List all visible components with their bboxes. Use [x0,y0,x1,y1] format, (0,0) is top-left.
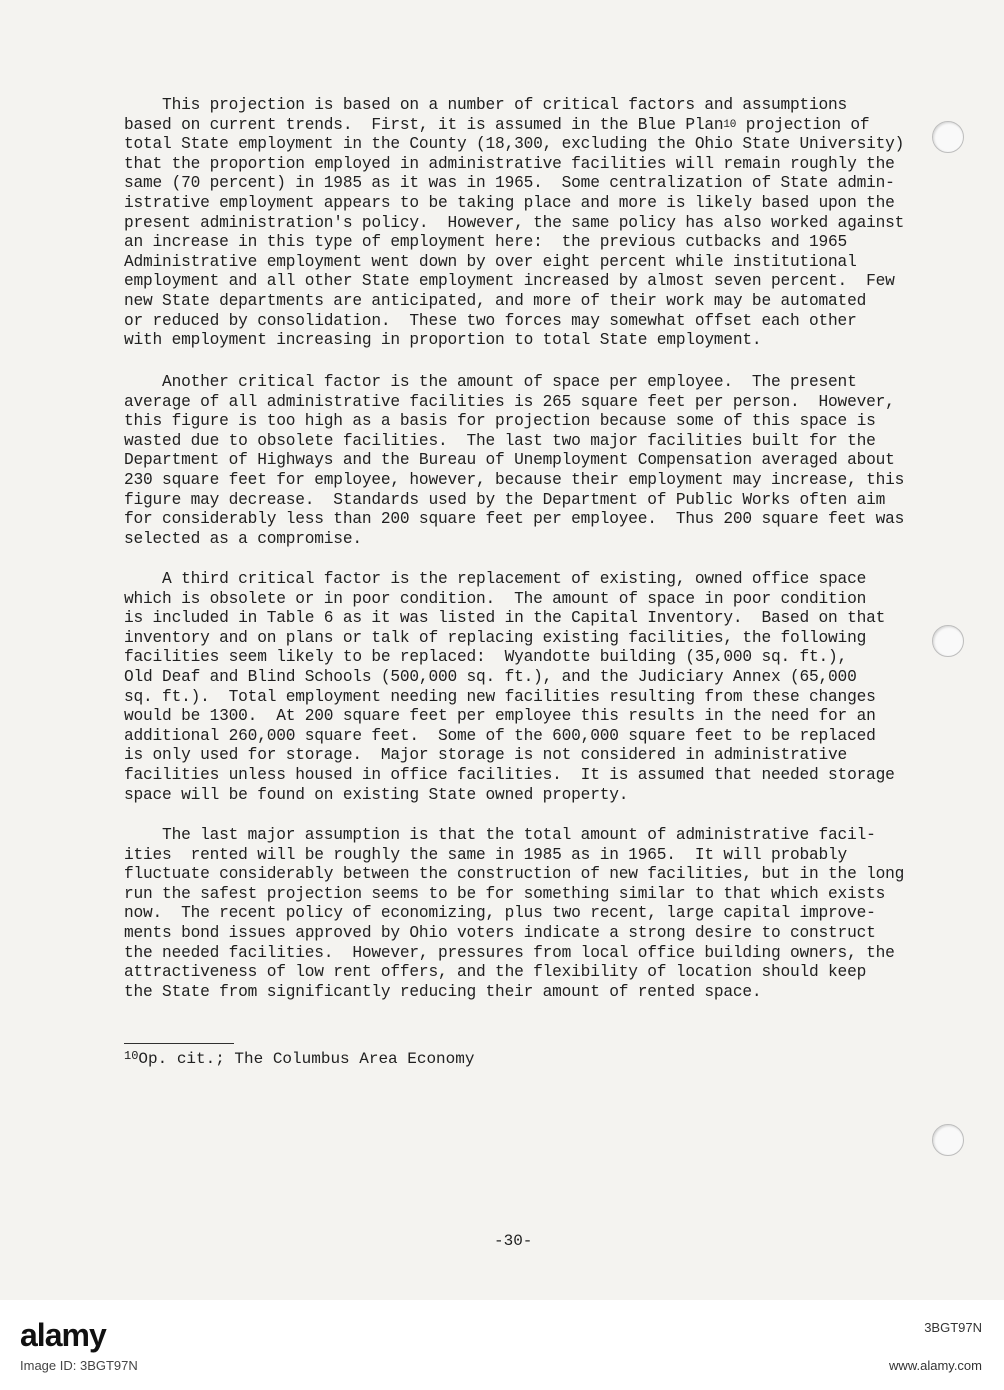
text-line: the State from significantly reducing their amount of rented space. [124,982,762,1001]
text-line: space will be found on existing State owned property. [124,785,629,804]
text-line: facilities seem likely to be replaced: Wyandotte building (35,000 sq. ft.), [124,648,848,667]
text-line: present administration's policy. However, the same policy has also worked against [124,213,905,232]
text-line: A third critical factor is the replacement of existing, owned office space [124,570,867,588]
text-line: Administrative employment went down by over eight percent while institutional [124,252,857,271]
text-segment: based on current trends. First, it is assumed in the Blue Plan [124,115,724,134]
stock-banner [0,1300,1004,1390]
text-line: Another critical factor is the amount of space per employee. The present [124,373,857,391]
text-line: sq. ft.). Total employment needing new facilities resulting from these changes [124,687,876,706]
text-line: now. The recent policy of economizing, plus two recent, large capital improve- [124,904,876,923]
text-line: would be 1300. At 200 square feet per employee this results in the need for an [124,707,876,726]
text-line: Old Deaf and Blind Schools (500,000 sq. ft.), and the Judiciary Annex (65,000 [124,667,857,686]
text-line: employment and all other State employment increased by almost seven percent. Few [124,272,895,291]
footnote [124,1050,474,1068]
text-line-with-footnote-ref [124,116,944,136]
text-line: attractiveness of low rent offers, and the flexibility of location should keep [124,963,867,982]
paragraph-2 [124,373,944,549]
footnote-divider [124,1043,234,1044]
paragraph-4 [124,826,944,1002]
paragraph-3 [124,570,944,805]
text-line: the needed facilities. However, pressures from local office building owners, the [124,943,895,962]
text-line: 230 square feet for employee, however, because their employment may increase, this [124,470,905,489]
text-line: This projection is based on a number of critical factors and assumptions [124,96,848,114]
text-line: inventory and on plans or talk of replacing existing facilities, the following [124,628,867,647]
text-line: run the safest projection seems to be for something similar to that which exists [124,884,886,903]
text-line: selected as a compromise. [124,529,362,548]
text-line: that the proportion employed in administrative facilities will remain roughly the [124,154,895,173]
text-line: Department of Highways and the Bureau of Unemployment Compensation averaged about [124,451,895,470]
text-line: wasted due to obsolete facilities. The last two major facilities built for the [124,431,876,450]
stock-caption: Image ID: 3BGT97N [20,1358,138,1373]
paragraph-1 [124,96,944,351]
text-line: total State employment in the County (18,300, excluding the Ohio State University) [124,135,905,154]
footnote-text: Op. cit.; The Columbus Area Economy [138,1050,475,1068]
binder-hole-bottom [932,1124,964,1156]
text-line: an increase in this type of employment here: the previous cutbacks and 1965 [124,233,848,252]
text-line: new State departments are anticipated, and more of their work may be automated [124,291,867,310]
text-line: average of all administrative facilities is 265 square feet per person. However, [124,392,895,411]
page-number: -30- [494,1232,533,1250]
text-line: same (70 percent) in 1985 as it was in 1965. Some centralization of State admin- [124,174,895,193]
text-line: for considerably less than 200 square feet per employee. Thus 200 square feet was [124,510,905,529]
text-line: ities rented will be roughly the same in 1985 as in 1965. It will probably [124,845,848,864]
text-line: which is obsolete or in poor condition. The amount of space in poor condition [124,589,867,608]
text-segment: projection of [736,115,870,134]
text-line: facilities unless housed in office facilities. It is assumed that needed storage [124,765,895,784]
alamy-logo: alamy [20,1317,106,1353]
stock-url: www.alamy.com [889,1358,982,1373]
footnote-reference: 10 [723,118,737,131]
text-line: this figure is too high as a basis for projection because some of this space is [124,412,876,431]
text-line: additional 260,000 square feet. Some of the 600,000 square feet to be replaced [124,726,876,745]
text-line: is only used for storage. Major storage is not considered in administrative [124,746,848,765]
text-line: The last major assumption is that the total amount of administrative facil- [124,826,876,844]
text-line: with employment increasing in proportion to total State employment. [124,331,762,350]
text-line: ments bond issues approved by Ohio voters indicate a strong desire to construct [124,923,876,942]
text-line: figure may decrease. Standards used by the Department of Public Works often aim [124,490,886,509]
text-line: istrative employment appears to be taking place and more is likely based upon the [124,193,895,212]
footnote-marker: 10 [124,1049,139,1063]
text-line: fluctuate considerably between the construction of new facilities, but in the long [124,865,905,884]
text-line: is included in Table 6 as it was listed in the Capital Inventory. Based on that [124,609,886,628]
stock-image-id: 3BGT97N [924,1320,982,1335]
text-line: or reduced by consolidation. These two forces may somewhat offset each other [124,311,857,330]
